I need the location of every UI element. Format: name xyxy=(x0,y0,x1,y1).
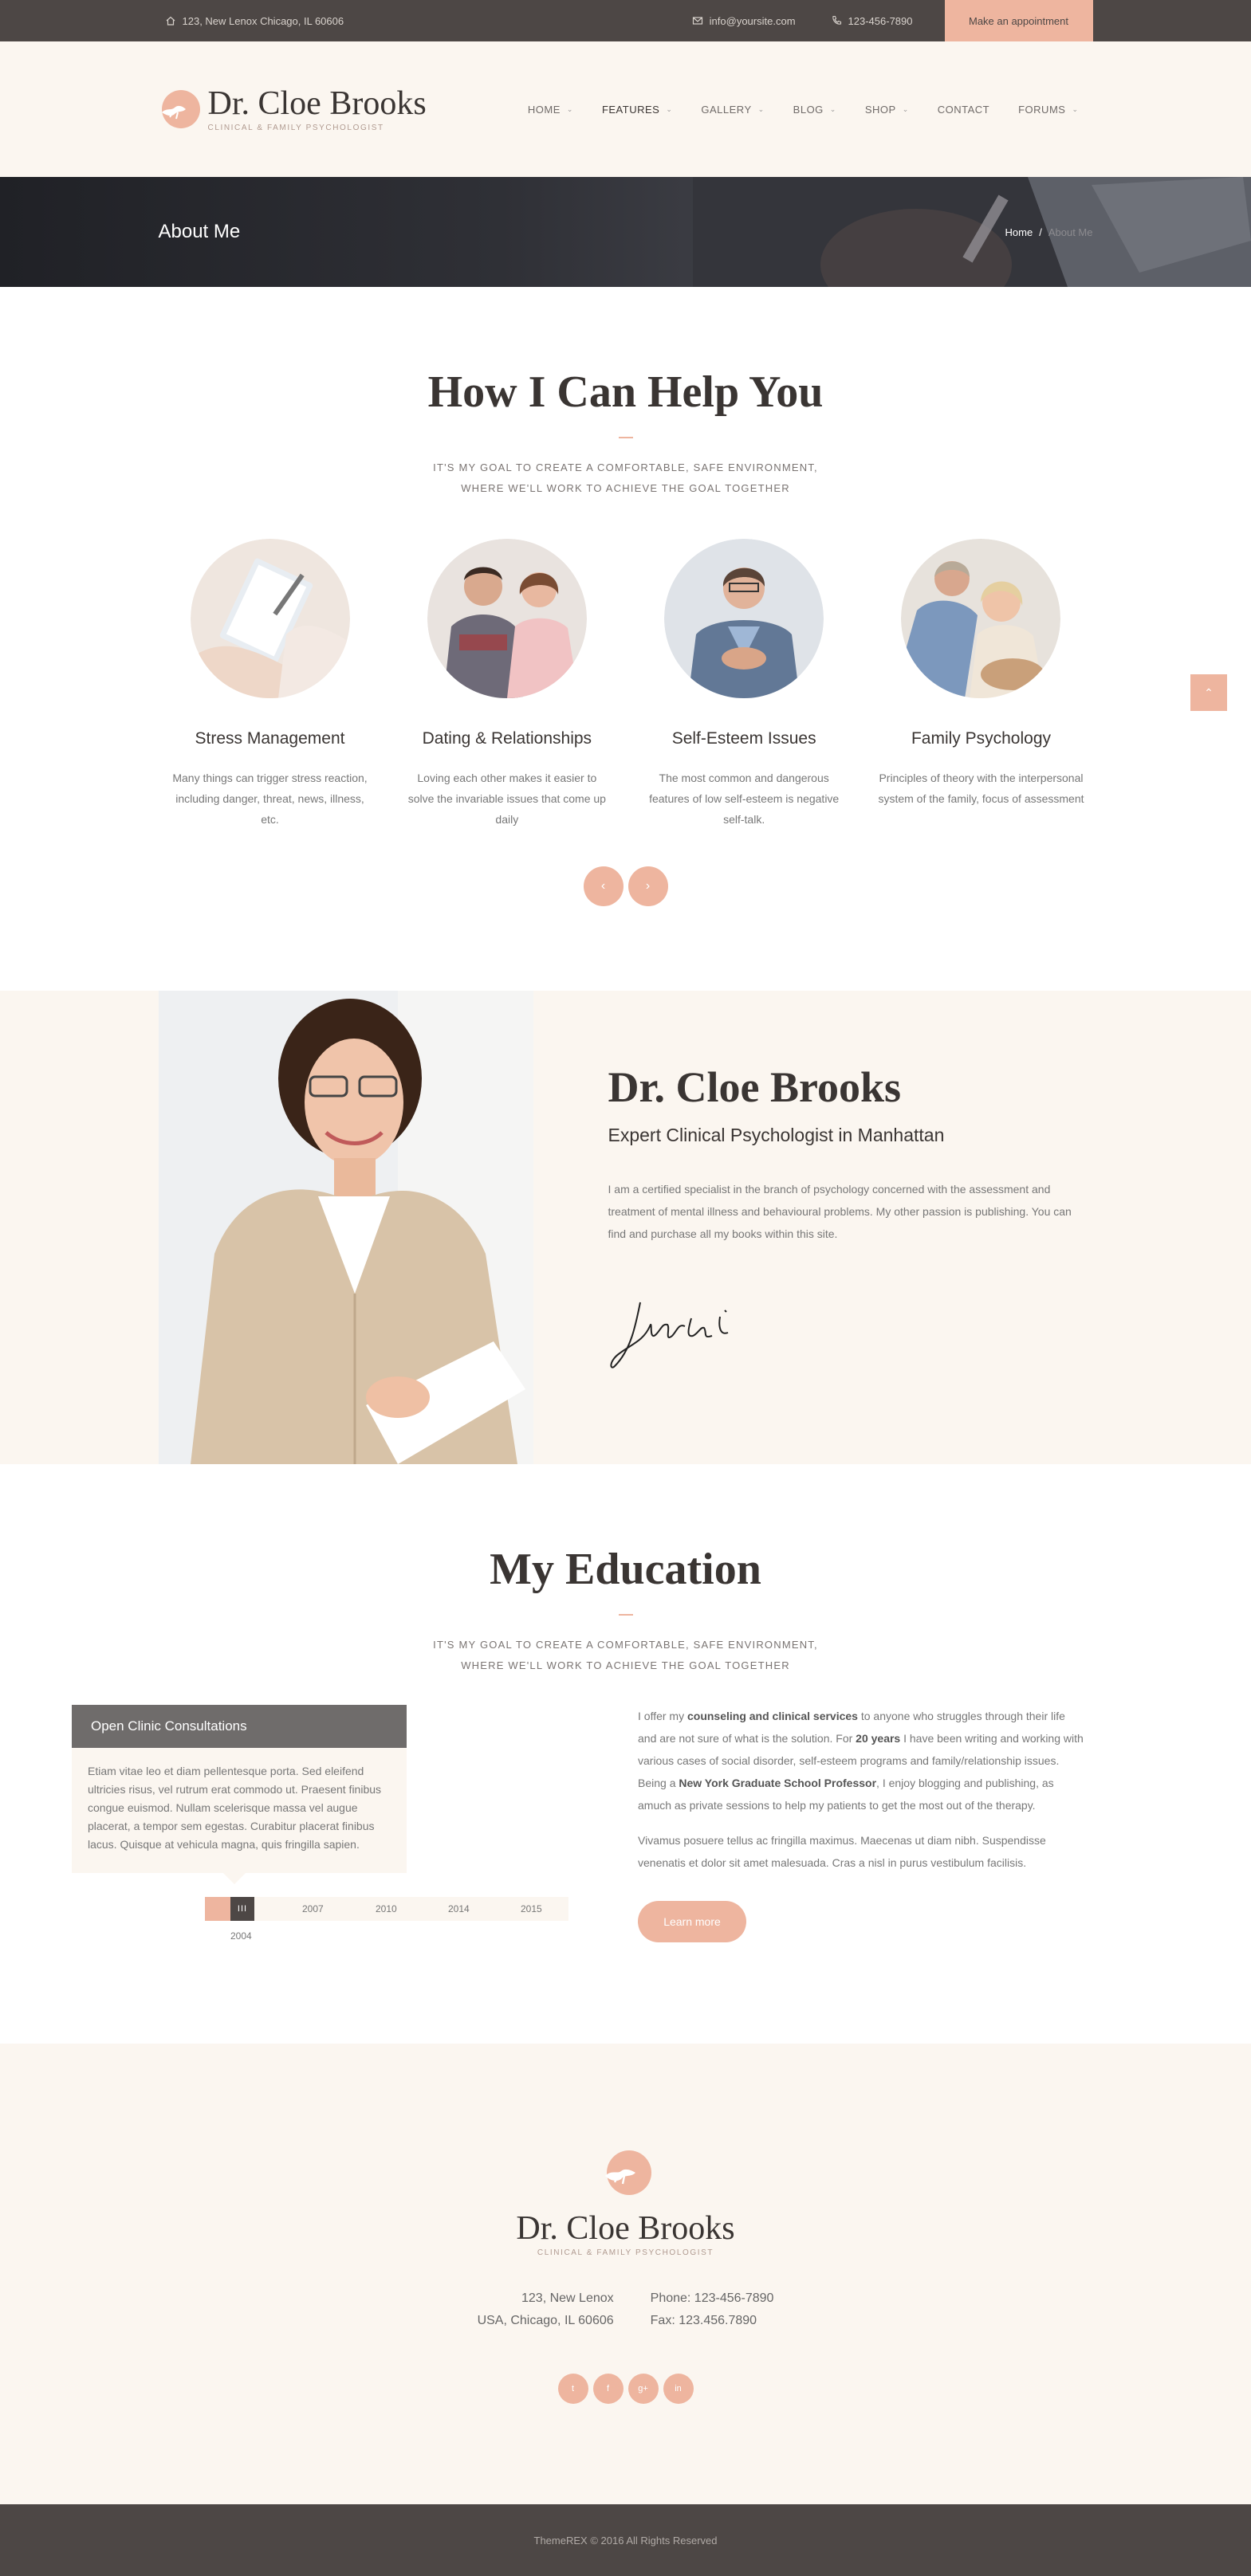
footer-contacts xyxy=(0,2287,1251,2332)
tree-logo-icon xyxy=(159,88,200,130)
breadcrumb xyxy=(1005,226,1093,238)
logo-subtitle: CLINICAL & FAMILY PSYCHOLOGIST xyxy=(207,123,384,132)
social-links xyxy=(0,2374,1251,2404)
title-divider xyxy=(619,437,633,438)
timeline-handle[interactable]: III xyxy=(230,1897,254,1921)
education-subtitle xyxy=(0,1635,1251,1676)
timeline-card xyxy=(72,1705,407,1873)
footer-logo-subtitle: CLINICAL & FAMILY PSYCHOLOGIST xyxy=(537,2248,714,2257)
footer-address-line2: USA, Chicago, IL 60606 xyxy=(477,2314,614,2327)
facebook-icon[interactable]: f xyxy=(593,2374,624,2404)
email-link[interactable] xyxy=(692,15,796,27)
about-description: I am a certified specialist in the branch of psychology concerned with the assessment and treatment of mental illness and behavioural problems. My other passion is publishing. You can find and purchase all my books within this site. xyxy=(608,1183,1072,1240)
chevron-down-icon: ⌄ xyxy=(1072,104,1079,113)
timeline-year[interactable]: 2014 xyxy=(448,1903,470,1914)
scroll-to-top-button[interactable]: ⌃ xyxy=(1190,674,1227,711)
make-appointment-button[interactable]: Make an appointment xyxy=(945,0,1093,41)
timeline-year[interactable]: 2007 xyxy=(302,1903,324,1914)
footer-address-line1: 123, New Lenox xyxy=(521,2291,614,2305)
doctor-name: Dr. Cloe Brooks xyxy=(608,1063,902,1111)
timeline-card-title: Open Clinic Consultations xyxy=(72,1705,407,1748)
logo-name: Dr. Cloe Brooks xyxy=(207,84,427,122)
service-description: The most common and dangerous features of low self-esteem is negative self-talk. xyxy=(649,772,840,826)
phone-text: 123-456-7890 xyxy=(848,14,913,27)
service-title: Self-Esteem Issues xyxy=(671,729,816,748)
handwritten-signature xyxy=(608,1294,744,1374)
nav-forums[interactable] xyxy=(1004,104,1092,116)
linkedin-icon[interactable]: in xyxy=(663,2374,694,2404)
phone-icon xyxy=(831,15,842,26)
page-title-banner xyxy=(0,177,1251,287)
service-card[interactable] xyxy=(640,539,848,830)
site-footer xyxy=(0,2044,1251,2504)
google-plus-icon[interactable]: g+ xyxy=(628,2374,659,2404)
education-paragraph-1: I offer my counseling and clinical services to anyone who struggles through their life and are not sure of what is the solution. For 20 years I have been writing and working with various cases of social disorder, self-esteem programs and family/relationship issues. Being a New York Graduate School Professor, I enjoy blogging and publishing, as amuch as private sessions to help my patients to get the most out of the therapy. xyxy=(638,1710,1084,1812)
tree-logo-icon[interactable] xyxy=(600,2147,651,2198)
chevron-down-icon: ⌄ xyxy=(666,104,673,113)
doctor-portrait xyxy=(159,991,533,1464)
main-nav xyxy=(513,104,1093,116)
footer-fax: Fax: 123.456.7890 xyxy=(650,2314,757,2327)
education-paragraph-2: Vivamus posuere tellus ac fringilla maximus. Maecenas ut diam nibh. Suspendisse venenatis et dolor sit amet malesuada. Cras a nisl in purus vestibulum facilisis. xyxy=(638,1834,1046,1869)
service-card[interactable] xyxy=(877,539,1084,830)
chevron-down-icon: ⌄ xyxy=(902,104,909,113)
nav-blog[interactable] xyxy=(779,104,851,116)
education-subtitle-line2: WHERE WE'LL WORK TO ACHIEVE THE GOAL TOGETHER xyxy=(461,1659,790,1671)
self-esteem-image xyxy=(664,539,824,698)
title-divider xyxy=(619,1614,633,1616)
breadcrumb-current: About Me xyxy=(1048,226,1093,238)
education-section xyxy=(0,1464,1251,2044)
nav-contact-label: CONTACT xyxy=(937,103,990,116)
timeline-year[interactable]: 2010 xyxy=(376,1903,397,1914)
help-title: How I Can Help You xyxy=(427,367,824,417)
service-description: Many things can trigger stress reaction, including danger, threat, news, illness, etc. xyxy=(172,772,368,826)
mail-icon xyxy=(692,15,703,26)
chevron-down-icon: ⌄ xyxy=(829,104,836,113)
footer-address xyxy=(478,2287,614,2332)
help-subtitle xyxy=(159,457,1093,499)
carousel-next-button[interactable]: › xyxy=(628,866,668,906)
footer-phone-fax xyxy=(651,2287,774,2332)
service-description: Loving each other makes it easier to solve the invariable issues that come up daily xyxy=(407,772,606,826)
carousel-controls xyxy=(159,866,1093,906)
breadcrumb-separator: / xyxy=(1039,226,1042,238)
phone-link[interactable] xyxy=(831,15,913,27)
nav-features[interactable] xyxy=(588,104,686,116)
services-carousel xyxy=(159,539,1093,830)
nav-contact[interactable] xyxy=(923,104,1004,116)
help-subtitle-line1: IT'S MY GOAL TO CREATE A COMFORTABLE, SAFE ENVIRONMENT, xyxy=(433,461,818,473)
nav-forums-label: FORUMS xyxy=(1018,103,1066,116)
copyright-text: ThemeREX © 2016 All Rights Reserved xyxy=(533,2534,718,2547)
timeline-card-text: Etiam vitae leo et diam pellentesque porta. Sed eleifend ultricies risus, vel rutrum erat commodo ut. Praesent finibus congue euismod. Nullam scelerisque massa vel augue placerat, a tempor sem egestas. Curabitur placerat finibus lacus. Quisque at vehicula magna, quis fringilla sapien. xyxy=(88,1765,382,1851)
help-subtitle-line2: WHERE WE'LL WORK TO ACHIEVE THE GOAL TOGETHER xyxy=(461,482,790,494)
nav-home[interactable] xyxy=(513,104,588,116)
about-section xyxy=(0,991,1251,1464)
nav-gallery-label: GALLERY xyxy=(701,103,752,116)
address-text: 123, New Lenox Chicago, IL 60606 xyxy=(182,14,344,27)
timeline-active-year: 2004 xyxy=(230,1930,252,1942)
dating-relationships-image xyxy=(427,539,587,698)
help-section xyxy=(0,287,1251,991)
education-subtitle-line1: IT'S MY GOAL TO CREATE A COMFORTABLE, SAFE ENVIRONMENT, xyxy=(433,1639,818,1651)
timeline-card-pointer xyxy=(223,1873,246,1884)
family-psychology-image xyxy=(901,539,1060,698)
education-title: My Education xyxy=(490,1545,761,1594)
address-info xyxy=(165,15,344,27)
page-title: About Me xyxy=(158,221,241,242)
breadcrumb-home[interactable]: Home xyxy=(1005,226,1033,238)
home-icon xyxy=(165,15,176,26)
timeline-year[interactable]: 2015 xyxy=(521,1903,542,1914)
service-title: Stress Management xyxy=(195,729,345,748)
email-text: info@yoursite.com xyxy=(709,14,796,27)
footer-phone: Phone: 123-456-7890 xyxy=(650,2291,774,2305)
service-description: Principles of theory with the interpersonal system of the family, focus of assessment xyxy=(878,772,1084,805)
site-logo[interactable] xyxy=(159,84,427,132)
chevron-down-icon: ⌄ xyxy=(566,104,573,113)
nav-features-label: FEATURES xyxy=(601,103,660,116)
learn-more-button[interactable]: Learn more xyxy=(638,1901,746,1942)
copyright-bar xyxy=(0,2504,1251,2576)
top-bar xyxy=(0,0,1251,41)
service-title: Family Psychology xyxy=(911,729,1052,748)
nav-shop[interactable] xyxy=(851,104,923,116)
service-card[interactable] xyxy=(403,539,611,830)
twitter-icon[interactable]: t xyxy=(558,2374,588,2404)
chevron-down-icon: ⌄ xyxy=(757,104,765,113)
nav-gallery[interactable] xyxy=(686,104,778,116)
doctor-role: Expert Clinical Psychologist in Manhattan xyxy=(608,1125,945,1145)
stress-management-image xyxy=(191,539,350,698)
nav-blog-label: BLOG xyxy=(793,103,824,116)
service-title: Dating & Relationships xyxy=(422,729,592,748)
footer-logo-name: Dr. Cloe Brooks xyxy=(516,2210,735,2247)
nav-shop-label: SHOP xyxy=(864,103,896,116)
nav-home-label: HOME xyxy=(527,103,561,116)
timeline-slider[interactable] xyxy=(205,1897,568,1942)
service-card[interactable] xyxy=(167,539,374,830)
carousel-prev-button[interactable]: ‹ xyxy=(584,866,624,906)
site-header xyxy=(0,41,1251,177)
